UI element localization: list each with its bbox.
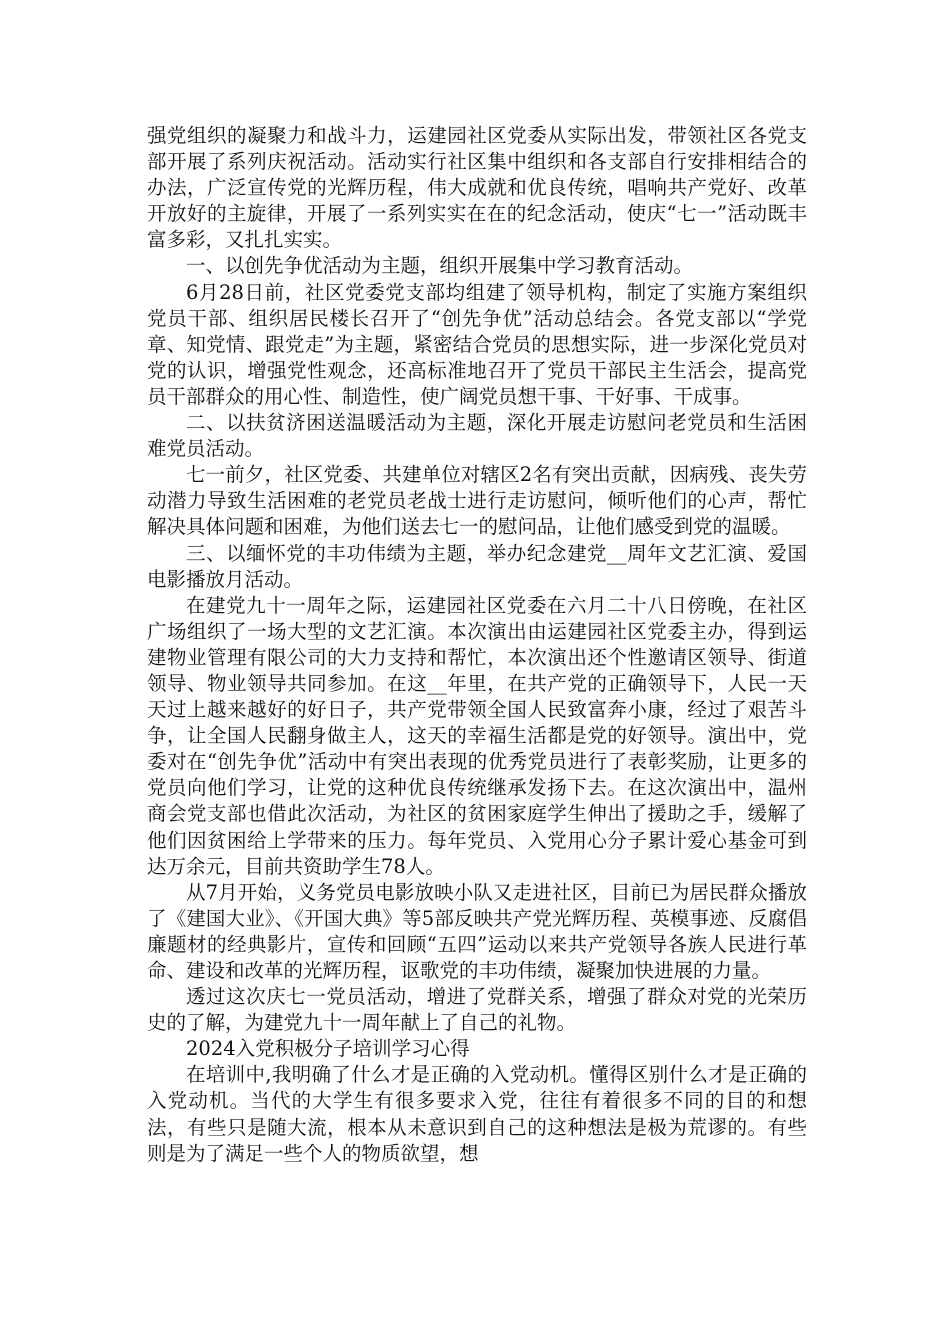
paragraph-section-1: 6月28日前，社区党委党支部均组建了领导机构，制定了实施方案组织党员干部、组织居民楼长召开了“创先争优”活动总结会。各党支部以“学党章、知党情、跟党走”为主题，紧密结合党员的思想实际，进一步深化党员对党的认识，增强党性观念，还高标准地召开了党员干部民主生活会，提高党员干部群众的用心性、制造性，使广阔党员想干事、干好事、干成事。 <box>147 280 807 408</box>
document-body <box>147 123 807 1167</box>
paragraph-conclusion: 透过这次庆七一党员活动，增进了党群关系，增强了群众对党的光荣历史的了解，为建党九十一周年献上了自己的礼物。 <box>147 985 807 1035</box>
paragraph-section-2: 七一前夕，社区党委、共建单位对辖区2名有突出贡献，因病残、丧失劳动潜力导致生活困难的老党员老战士进行走访慰问，倾听他们的心声，帮忙解决具体问题和困难，为他们送去七一的慰问品，让他们感受到党的温暖。 <box>147 463 807 539</box>
paragraph-performance: 在建党九十一周年之际，运建园社区党委在六月二十八日傍晚，在社区广场组织了一场大型的文艺汇演。本次演出由运建园社区党委主办，得到运建物业管理有限公司的大力支持和帮忙，本次演出还个性邀请区领导、街道领导、物业领导共同参加。在这__年里，在共产党的正确领导下，人民一天天过上越来越好的好日子，共产党带领全国人民致富奔小康，经过了艰苦斗争，让全国人民翻身做主人，这天的幸福生活都是党的好领导。演出中，党委对在“创先争优”活动中有突出表现的优秀党员进行了表彰奖励，让更多的党员向他们学习，让党的这种优良传统继承发扬下去。在这次演出中，温州商会党支部也借此次活动，为社区的贫困家庭学生伸出了援助之手，缓解了他们因贫困给上学带来的压力。每年党员、入党用心分子累计爱心基金可到达万余元，目前共资助学生78人。 <box>147 593 807 878</box>
article-title: 2024入党积极分子培训学习心得 <box>186 1037 470 1061</box>
paragraph-intro: 强党组织的凝聚力和战斗力，运建园社区党委从实际出发，带领社区各党支部开展了系列庆祝活动。活动实行社区集中组织和各支部自行安排相结合的办法，广泛宣传党的光辉历程，伟大成就和优良传统，唱响共产党好、改革开放好的主旋律，开展了一系列实实在在的纪念活动，使庆“七一”活动既丰富多彩，又扎扎实实。 <box>147 124 807 252</box>
section-heading-1: 一、以创先争优活动为主题，组织开展集中学习教育活动。 <box>186 254 694 278</box>
paragraph-training: 在培训中,我明确了什么才是正确的入党动机。懂得区别什么才是正确的入党动机。当代的大学生有很多要求入党，往往有着很多不同的目的和想法，有些只是随大流，根本从未意识到自己的这种想法是极为荒谬的。有些则是为了满足一些个人的物质欲望，想 <box>147 1063 807 1165</box>
section-heading-3: 三、以缅怀党的丰功伟绩为主题，举办纪念建党__周年文艺汇演、爱国电影播放月活动。 <box>147 541 807 591</box>
paragraph-film: 从7月开始，义务党员电影放映小队又走进社区，目前已为居民群众播放了《建国大业》、《开国大典》等5部反映共产党光辉历程、英模事迹、反腐倡廉题材的经典影片，宣传和回顾“五四”运动以来共产党领导各族人民进行革命、建设和改革的光辉历程，讴歌党的丰功伟绩，凝聚加快进展的力量。 <box>147 880 807 982</box>
section-heading-2: 二、以扶贫济困送温暖活动为主题，深化开展走访慰问老党员和生活困难党员活动。 <box>147 411 807 461</box>
